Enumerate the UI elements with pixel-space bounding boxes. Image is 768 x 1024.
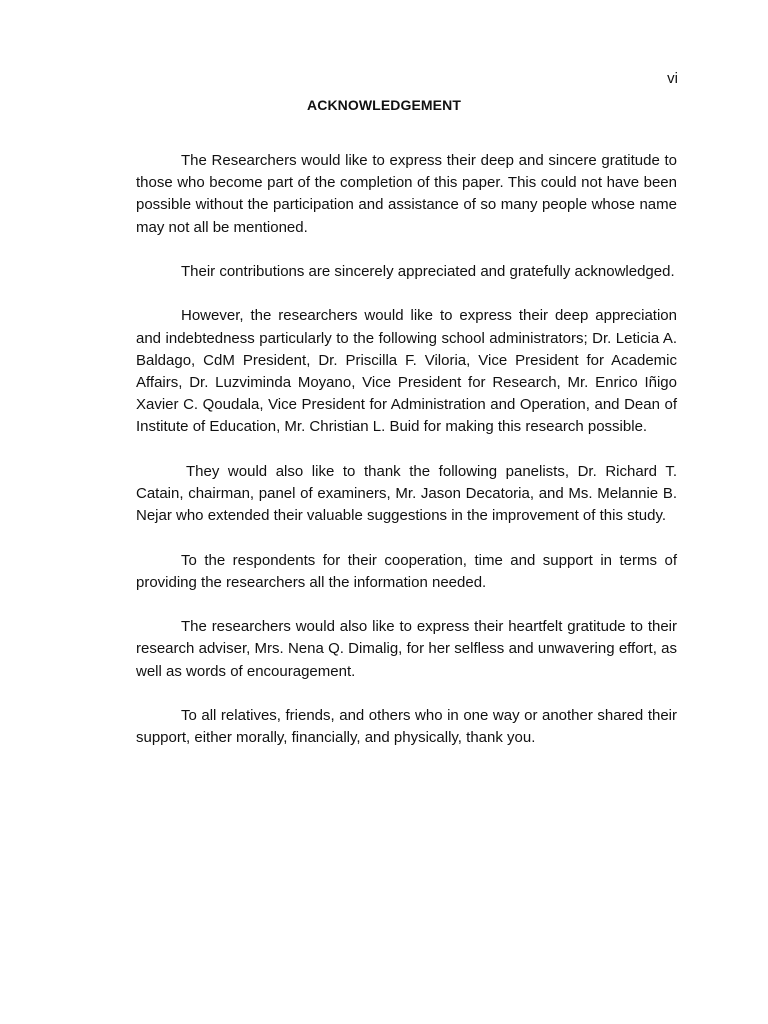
acknowledgement-body	[136, 150, 677, 772]
paragraph-adviser: The researchers would also like to express their heartfelt gratitude to their research adviser, Mrs. Nena Q. Dimalig, for her selfless and unwavering effort, as well as words of encouragement.	[136, 618, 677, 680]
paragraph-relatives: To all relatives, friends, and others who in one way or another shared their support, either morally, financially, and physically, thank you.	[136, 706, 677, 747]
page-title: ACKNOWLEDGEMENT	[307, 97, 461, 113]
paragraph-respondents: To the respondents for their cooperation, time and support in terms of providing the researchers all the information needed.	[136, 551, 677, 591]
page-number: vi	[667, 70, 678, 87]
paragraph-contributions: Their contributions are sincerely appreciated and gratefully acknowledged.	[181, 263, 675, 280]
paragraph-gratitude: The Researchers would like to express their deep and sincere gratitude to those who become part of the completion of this paper. This could not have been possible without the participation and assistance of so many people whose name may not all be mentioned.	[136, 152, 677, 236]
paragraph-administrators: However, the researchers would like to express their deep appreciation and indebtedness particularly to the following school administrators; Dr. Leticia A. Baldago, CdM President, Dr. Priscilla F. Viloria, Vice President for Academic Affairs, Dr. Luzviminda Moyano, Vice President for Research, Mr. Enrico Iñigo Xavier C. Qoudala, Vice President for Administration and Operation, and Dean of Institute of Education, Mr. Christian L. Buid for making this research possible.	[136, 307, 677, 436]
paragraph-panelists: They would also like to thank the following panelists, Dr. Richard T. Catain, chairman, panel of examiners, Mr. Jason Decatoria, and Ms. Melannie B. Nejar who extended their valuable suggestions in the improvement of this study.	[136, 462, 677, 525]
